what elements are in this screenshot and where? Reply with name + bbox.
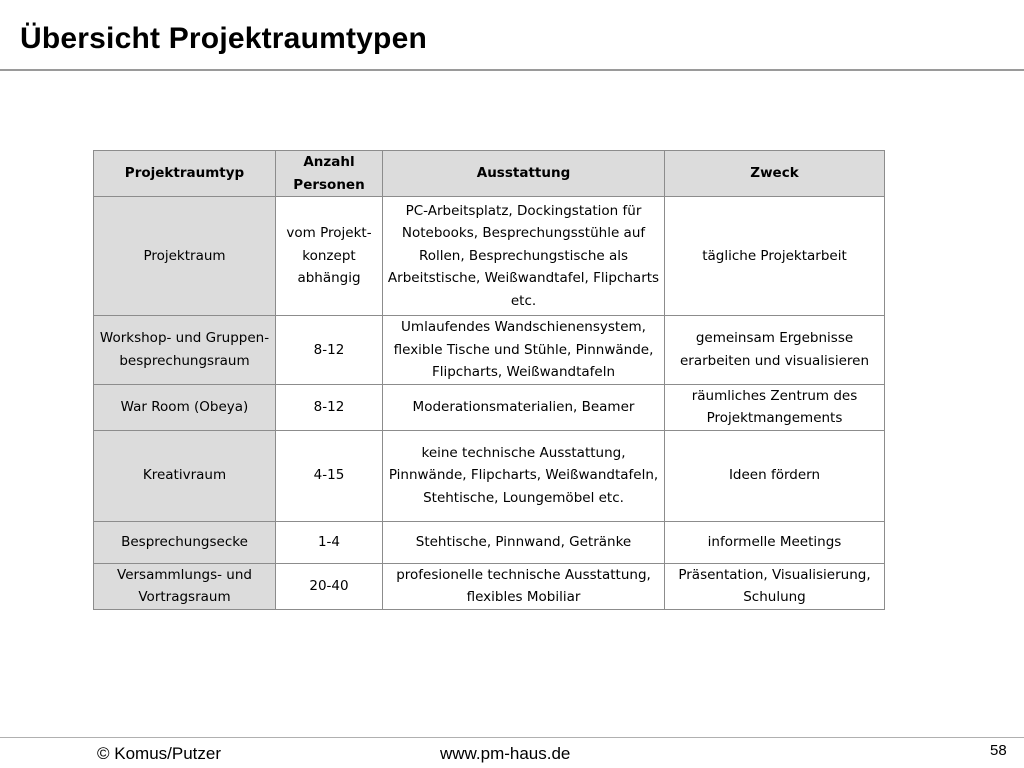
page-number: 58 xyxy=(990,742,1007,759)
slide-title: Übersicht Projektraumtypen xyxy=(20,22,427,55)
cell-persons: 1-4 xyxy=(276,521,383,563)
cell-equipment: keine technische Ausstattung, Pinnwände, Flipcharts, Weißwandtafeln, Stehtische, Loungemöbel etc. xyxy=(383,430,665,521)
table-row xyxy=(94,430,885,521)
cell-purpose: Ideen fördern xyxy=(665,430,885,521)
footer-copyright: © Komus/Putzer xyxy=(97,744,222,763)
header-ausstattung: Ausstattung xyxy=(383,151,665,197)
cell-room-type: Projektraum xyxy=(94,197,276,316)
cell-room-type: Workshop- und Gruppen-besprechungsraum xyxy=(94,316,276,385)
cell-room-type: Versammlungs- und Vortragsraum xyxy=(94,563,276,609)
footer-divider xyxy=(0,737,1024,738)
cell-persons: 20-40 xyxy=(276,563,383,609)
cell-purpose: tägliche Projektarbeit xyxy=(665,197,885,316)
cell-persons: 8-12 xyxy=(276,384,383,430)
cell-room-type: Besprechungsecke xyxy=(94,521,276,563)
header-anzahl-personen: Anzahl Personen xyxy=(276,151,383,197)
header-projektraumtyp: Projektraumtyp xyxy=(94,151,276,197)
room-types-table xyxy=(93,150,885,610)
cell-room-type: War Room (Obeya) xyxy=(94,384,276,430)
table-row xyxy=(94,563,885,609)
cell-room-type: Kreativraum xyxy=(94,430,276,521)
cell-purpose: räumliches Zentrum des Projektmangements xyxy=(665,384,885,430)
table-row xyxy=(94,384,885,430)
table-row xyxy=(94,197,885,316)
table-header-row xyxy=(94,151,885,197)
footer-url: www.pm-haus.de xyxy=(440,744,571,763)
table-row xyxy=(94,521,885,563)
header-zweck: Zweck xyxy=(665,151,885,197)
cell-equipment: PC-Arbeitsplatz, Dockingstation für Notebooks, Besprechungsstühle auf Rollen, Besprechungstische als Arbeitstische, Weißwandtafel, Flipcharts etc. xyxy=(383,197,665,316)
cell-equipment: profesionelle technische Ausstattung, flexibles Mobiliar xyxy=(383,563,665,609)
title-divider xyxy=(0,69,1024,71)
cell-equipment: Stehtische, Pinnwand, Getränke xyxy=(383,521,665,563)
cell-persons: 4-15 xyxy=(276,430,383,521)
cell-persons: vom Projekt-konzept abhängig xyxy=(276,197,383,316)
cell-equipment: Umlaufendes Wandschienensystem, flexible Tische und Stühle, Pinnwände, Flipcharts, Weißwandtafeln xyxy=(383,316,665,385)
cell-purpose: Präsentation, Visualisierung, Schulung xyxy=(665,563,885,609)
cell-purpose: informelle Meetings xyxy=(665,521,885,563)
cell-equipment: Moderationsmaterialien, Beamer xyxy=(383,384,665,430)
table-row xyxy=(94,316,885,385)
cell-persons: 8-12 xyxy=(276,316,383,385)
cell-purpose: gemeinsam Ergebnisse erarbeiten und visualisieren xyxy=(665,316,885,385)
